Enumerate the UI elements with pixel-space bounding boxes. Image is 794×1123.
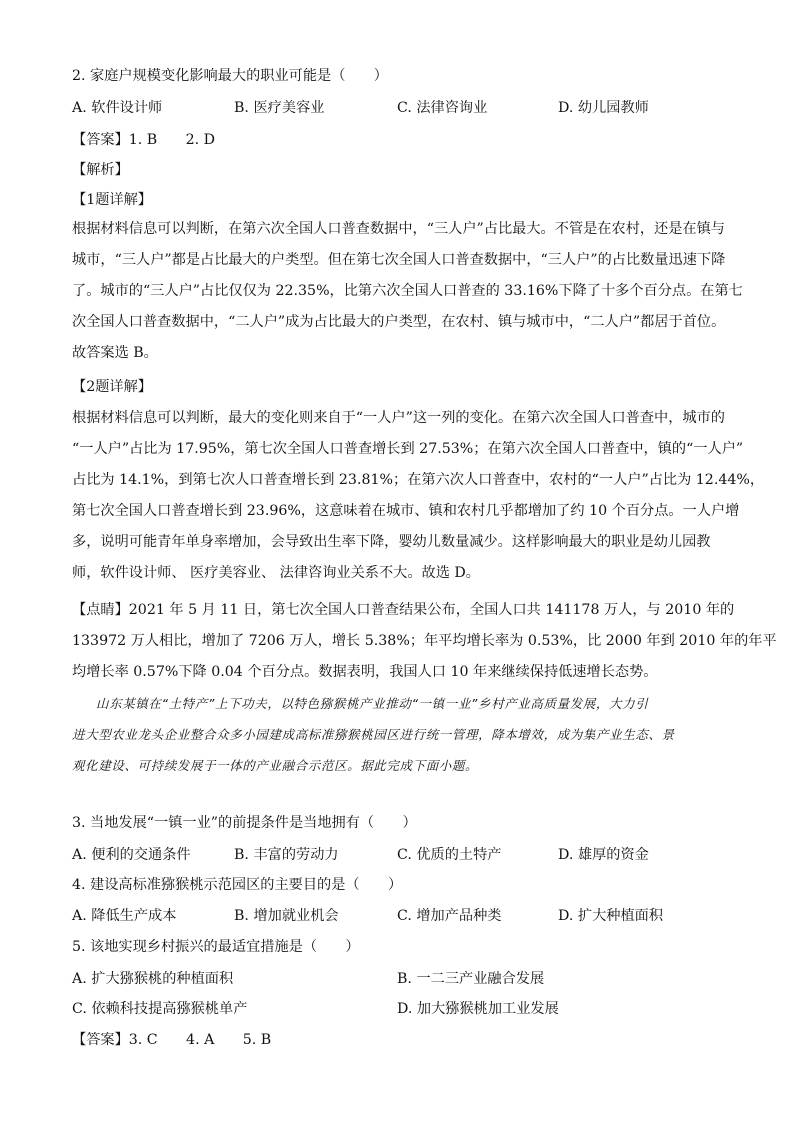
- dianjing-row: 均增长率 0.57%下降 0.04 个百分点。数据表明，我国人口 10 年来继续保持低速增长态势。: [72, 664, 658, 680]
- question-4-option-c: C. 增加产品种类: [397, 908, 502, 924]
- detail-2-label: 【2题详解】: [72, 379, 152, 395]
- question-2-option-a: A. 软件设计师: [72, 100, 163, 116]
- question-3-option-d: D. 雄厚的资金: [558, 847, 649, 863]
- detail-2-row: 占比为 14.1%，到第七次人口普查增长到 23.81%；在第六次人口普查中，农村的“一人户”占比为 12.44%，: [72, 472, 765, 488]
- detail-1-paragraph: [72, 214, 743, 369]
- question-2-option-c: C. 法律咨询业: [397, 100, 488, 116]
- answer-text: 3. C 4. A 5. B: [128, 1032, 272, 1048]
- dianjing-paragraph: [72, 595, 777, 688]
- question-3-option-a: A. 便利的交通条件: [72, 847, 191, 863]
- material-row: 山东某镇在“土特产”上下功夫，以特色猕猴桃产业推动“一镇一业”乡村产业高质量发展，大力引: [96, 696, 649, 711]
- detail-2-row: 根据材料信息可以判断，最大的变化则来自于“一人户”这一列的变化。在第六次全国人口普查中，城市的: [72, 410, 725, 426]
- detail-1-row: 城市，“三人户”都是占比最大的户类型。但在第七次全国人口普查数据中，“三人户”的占比数量迅速下降: [72, 252, 726, 268]
- answer-line-2: [72, 1030, 271, 1050]
- detail-1-row: 了。城市的“三人户”占比仅仅为 22.35%，比第六次全国人口普查的 33.16%下降了十多个百分点。在第七: [72, 283, 743, 299]
- detail-2-row: 第七次全国人口普查增长到 23.96%，这意味着在城市、镇和农村几乎都增加了约 10 个百分点。一人户增: [72, 503, 740, 519]
- material-row: 进大型农业龙头企业整合众多小园建成高标准猕猴桃园区进行统一管理，降本增效，成为集产业生态、景: [72, 727, 675, 742]
- question-4-option-b: B. 增加就业机会: [234, 908, 339, 924]
- answer-text: 1. B 2. D: [128, 132, 216, 148]
- dianjing-label: 【点睛】: [72, 602, 129, 618]
- analysis-label: 【解析】: [72, 162, 129, 178]
- question-4-option-d: D. 扩大种植面积: [558, 908, 664, 924]
- question-5-option-c: C. 依赖科技提高猕猴桃单产: [72, 1001, 248, 1017]
- answer-label: 【答案】: [72, 1032, 129, 1048]
- question-5-option-b: B. 一二三产业融合发展: [397, 971, 545, 987]
- material-row: 观化建设、可持续发展于一体的产业融合示范区。据此完成下面小题。: [72, 758, 479, 773]
- question-5-stem: 5. 该地实现乡村振兴的最适宜措施是（ ）: [72, 939, 360, 955]
- detail-2-paragraph: [72, 403, 765, 589]
- question-4-option-a: A. 降低生产成本: [72, 908, 177, 924]
- question-2-option-b: B. 医疗美容业: [234, 100, 325, 116]
- answer-label: 【答案】: [72, 132, 129, 148]
- detail-2-row: 师，软件设计师、 医疗美容业、 法律咨询业关系不大。故选 D。: [72, 565, 480, 581]
- detail-1-row: 根据材料信息可以判断，在第六次全国人口普查数据中，“三人户”占比最大。不管是在农村，还是在镇与: [72, 221, 725, 237]
- detail-2-row: 多，说明可能青年单身率增加，会导致出生率下降，婴幼儿数量减少。这样影响最大的职业是幼儿园教: [72, 534, 711, 550]
- material-paragraph: [72, 688, 722, 781]
- question-3-option-c: C. 优质的土特产: [397, 847, 502, 863]
- dianjing-row: 2021 年 5 月 11 日，第七次全国人口普查结果公布，全国人口共 141178 万人，与 2010 年的: [128, 602, 735, 618]
- dianjing-row: 133972 万人相比，增加了 7206 万人，增长 5.38%；年平均增长率为 0.53%，比 2000 年到 2010 年的年平: [72, 633, 777, 649]
- detail-1-row: 次全国人口普查数据中，“二人户”成为占比最大的户类型，在农村、镇与城市中，“二人户”都居于首位。: [72, 314, 726, 330]
- answer-line-1: [72, 130, 215, 150]
- detail-1-label: 【1题详解】: [72, 192, 152, 208]
- question-2-stem: 2. 家庭户规模变化影响最大的职业可能是（ ）: [72, 68, 388, 84]
- question-3-stem: 3. 当地发展“一镇一业”的前提条件是当地拥有（ ）: [72, 815, 417, 831]
- question-5-option-a: A. 扩大猕猴桃的种植面积: [72, 971, 234, 987]
- question-2-option-d: D. 幼儿园教师: [558, 100, 649, 116]
- question-4-stem: 4. 建设高标准猕猴桃示范园区的主要目的是（ ）: [72, 877, 403, 893]
- question-5-option-d: D. 加大猕猴桃加工业发展: [397, 1001, 559, 1017]
- detail-2-row: “一人户”占比为 17.95%，第七次全国人口普查增长到 27.53%；在第六次全国人口普查中，镇的“一人户”: [72, 441, 744, 457]
- detail-1-row: 故答案选 B。: [72, 345, 158, 361]
- question-3-option-b: B. 丰富的劳动力: [234, 847, 339, 863]
